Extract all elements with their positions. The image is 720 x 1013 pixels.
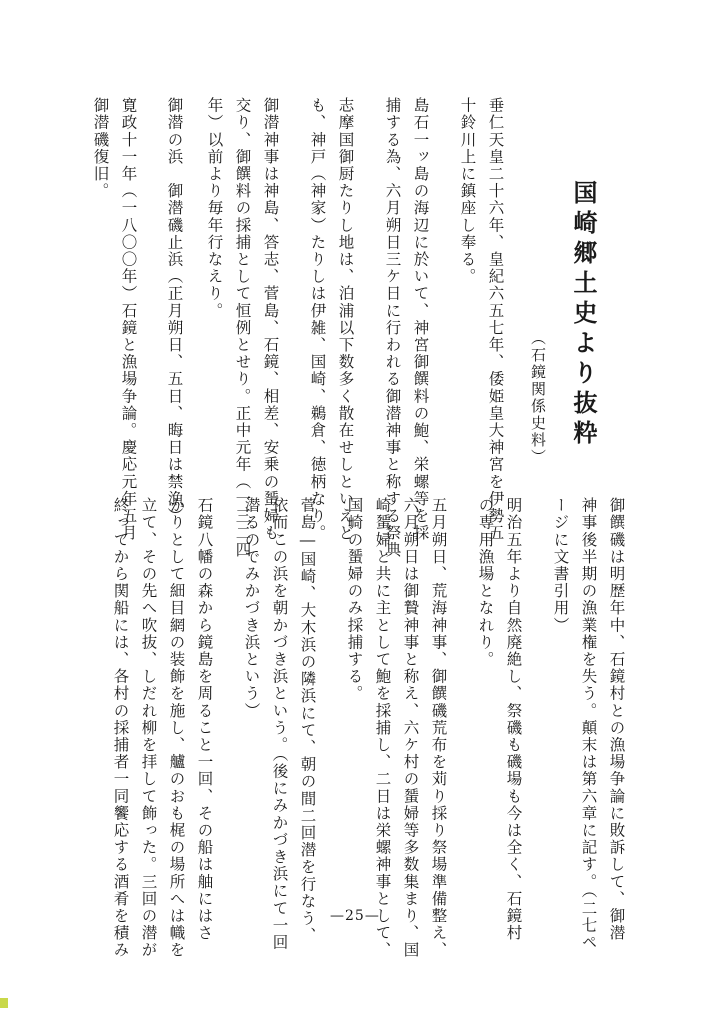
- bottom-column: かりとして細目網の装飾を施し、艫のおも梶の場所へは幟を: [167, 497, 186, 959]
- bottom-column: 菅島―国崎、大木浜の隣浜にて、朝の間二回潜を行なう、: [298, 497, 317, 945]
- bottom-column: 明治五年より自然廃絶し、祭磯も磯場も今は全く、石鏡村: [504, 497, 523, 942]
- bottom-column: 終ってから関船には、各村の採捕者一同饗応する酒肴を積み: [111, 497, 130, 959]
- bottom-column: 石鏡八幡の森から鏡島を周ること一回、その船は舳にはさ: [195, 497, 214, 942]
- top-column: 御潜神事は神島、答志、菅島、石鏡、相差、安乗の蜑婦も: [261, 97, 280, 542]
- top-column: 志摩国御厨たりし地は、泊浦以下数多く散在せしといえど: [336, 97, 355, 542]
- top-column: 捕する為、六月朔日三ケ日に行われる御潜神事と称する祭典: [383, 97, 402, 559]
- document-title: 国崎郷土史より抜粋: [569, 180, 598, 450]
- scan-edge-mark: [0, 998, 8, 1008]
- top-column: 御潜磯復旧。: [91, 97, 110, 200]
- top-column: も、神戸（神家）たりしは伊雑、国崎、鵜倉、徳柄なり。: [308, 97, 327, 542]
- top-column: 垂仁天皇二十六年、皇紀六五七年、倭姫皇大神宮を伊勢五: [486, 97, 505, 542]
- top-column: 御潜の浜 御潜磯止浜（正月朔日、五日、晦日は禁漁）: [165, 97, 184, 525]
- bottom-column: 潜るのでみかづき浜という）: [242, 497, 261, 720]
- bottom-column: 五月朔日、荒海神事、御饌磯荒布を苅り採り祭場準備整え、: [429, 497, 448, 959]
- top-column: 十鈴川上に鎮座し奉る。: [458, 97, 477, 286]
- bottom-column: 御饌磯は明歴年中、石鏡村との漁場争論に敗訴して、御潜: [607, 497, 626, 942]
- bottom-column: 国崎の蜑婦のみ採捕する。: [345, 497, 364, 703]
- bottom-column: 依而この浜を朝かづき浜という。（後にみかづき浜にて一回: [270, 497, 289, 951]
- bottom-column: の専用漁場となれり。: [476, 497, 495, 668]
- bottom-column: 六月朔日は御贄神事と称え、六ケ村の蜑婦等多数集まり、国: [401, 497, 420, 959]
- bottom-column: 立て、その先へ吹抜、しだれ柳を拝して飾った。三回の潜が: [139, 497, 158, 959]
- bottom-column: 神事後半期の漁業権を失う。顛末は第六章に記す。（二七ペ: [579, 497, 598, 951]
- page-number: —25—: [330, 908, 380, 924]
- document-subtitle: （石鏡関係史料）: [529, 330, 547, 466]
- top-column: 島石一ッ島の海辺に於いて、神宮御饌料の鮑、栄螺等を採: [411, 97, 430, 542]
- bottom-column: 崎蜑婦と共に主として鮑を採捕し、二日は栄螺神事として、: [373, 497, 392, 959]
- top-column: 寛政十一年（一八〇〇年）石鏡と漁場争論。慶応元年五月: [119, 97, 138, 542]
- bottom-column: ージに文書引用）: [551, 497, 570, 634]
- top-column: 交り、御饌料の採捕として恒例とせり。正中元年（一三二四: [233, 97, 252, 559]
- top-column: 年）以前より毎年行なえり。: [205, 97, 224, 320]
